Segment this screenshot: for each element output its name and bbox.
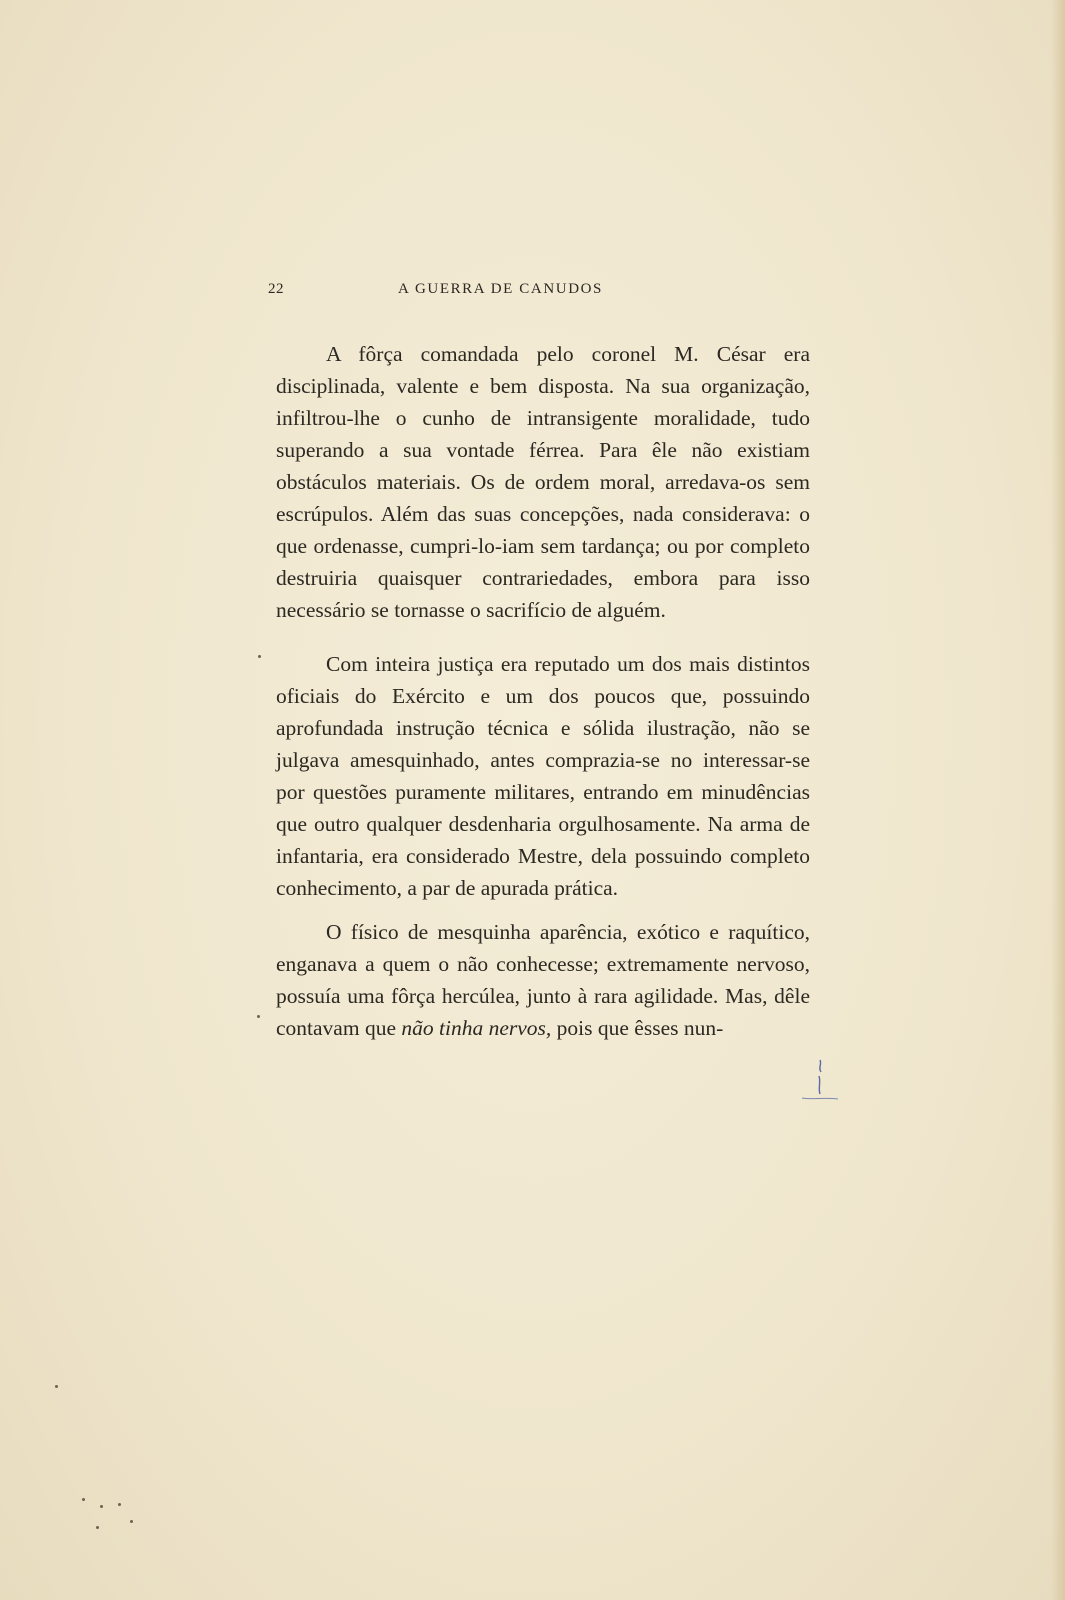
paper-speck: [55, 1385, 58, 1388]
pencil-margin-mark-icon: [800, 1058, 840, 1110]
paragraph-3-italic: não tinha nervos,: [401, 1016, 552, 1040]
paper-speck: [100, 1505, 103, 1508]
page-edge-shadow: [1051, 0, 1065, 1600]
paragraph-3: [276, 916, 810, 1044]
running-title: A GUERRA DE CANUDOS: [398, 281, 604, 297]
page-number: 22: [268, 281, 284, 297]
paper-speck: [118, 1503, 121, 1506]
page-header: [268, 281, 808, 303]
paragraph-3-text-end: pois que êsses nun-: [551, 1016, 724, 1040]
paragraph-1: A fôrça comandada pelo coronel M. César era disciplinada, valente e bem disposta. Na sua organização, infiltrou-lhe o cunho de intransigente moralidade, tudo superando a sua vontade férrea. Para êle não existiam obstáculos materiais. Os de ordem moral, arredava-os sem escrúpulos. Além das suas concepções, nada considerava: o que ordenasse, cumpri-lo-iam sem tardança; ou por completo destruiria quaisquer contrariedades, embora para isso necessário se tornasse o sacrifício de alguém.: [276, 342, 810, 622]
paragraph-2: Com inteira justiça era reputado um dos mais distintos oficiais do Exército e um dos poucos que, possuindo aprofundada instrução técnica e sólida ilustração, não se julgava amesquinhado, antes comprazia-se no interessar-se por questões puramente militares, entrando em minudências que outro qualquer desdenharia orgulhosamente. Na arma de infantaria, era considerado Mestre, dela possuindo completo conhecimento, a par de apurada prática.: [276, 652, 810, 900]
body-text: [276, 338, 810, 1044]
paragraph-3-text-start: O físico de mesquinha aparência, exótico e raquítico, enganava a quem o não conhecesse; extremamente nervoso, possuía uma fôrça hercúlea, junto à rara agilidade. Mas, dêle contavam que: [276, 920, 810, 1040]
paper-speck: [82, 1498, 85, 1501]
paper-speck: [257, 1015, 260, 1018]
paper-speck: [96, 1526, 99, 1529]
paper-speck: [258, 655, 261, 658]
paper-speck: [130, 1520, 133, 1523]
